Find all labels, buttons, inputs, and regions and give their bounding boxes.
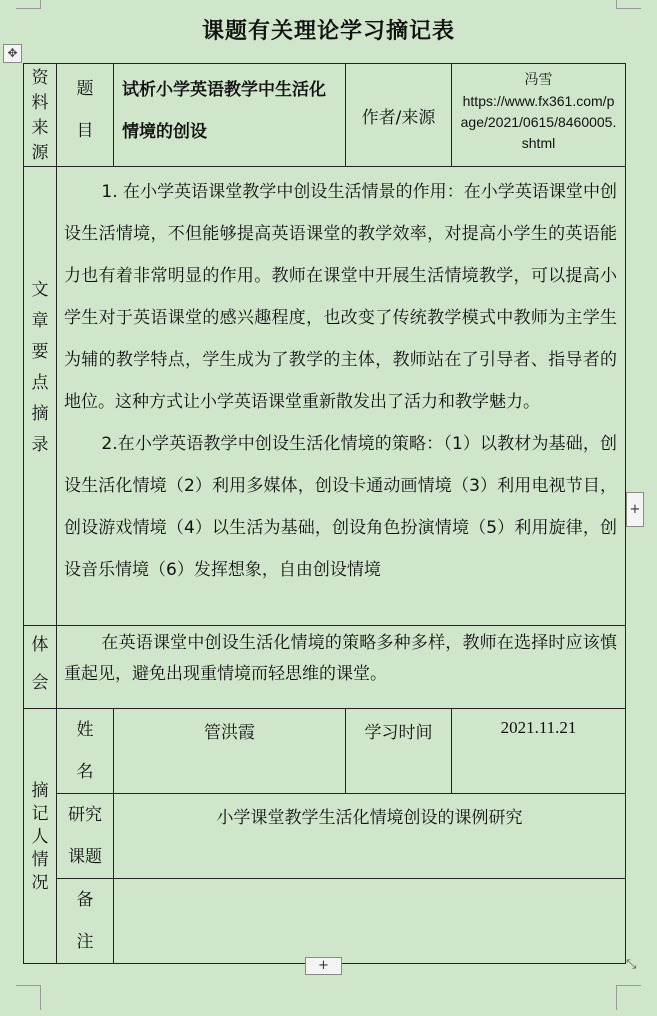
author-value[interactable] xyxy=(452,64,626,167)
summary-paragraph: 1. 在小学英语课堂教学中创设生活情景的作用：在小学英语课堂中创设生活情境，不但能够提高英语课堂的教学效率，对提高小学生的英语能力也有着非常明显的作用。教师在课堂中开展生活情境教学，可以提高小学生对于英语课堂的感兴趣程度，也改变了传统教学模式中教师为主学生为辅的教学特点，学生成为了教学的主体，教师站在了引导者、指导者的地位。这种方式让小学英语课堂重新散发出了活力和教学魅力。 xyxy=(64,182,617,412)
author-url-line: https://www.fx361.com/p xyxy=(462,93,615,109)
memo-table xyxy=(23,63,626,964)
source-label: 资 料 来 源 xyxy=(24,64,57,167)
table-resize-icon[interactable]: ⤡ xyxy=(626,957,637,972)
table-row xyxy=(24,794,626,879)
author-url-line: age/2021/0615/8460005. xyxy=(460,114,617,130)
table-row xyxy=(24,879,626,964)
page-corner-mark xyxy=(616,985,641,1010)
research-topic-label: 研究 课题 xyxy=(57,794,114,879)
author-url-line: shtml xyxy=(521,135,556,151)
page-corner-mark xyxy=(16,985,41,1010)
add-column-button[interactable]: + xyxy=(626,492,644,527)
table-row xyxy=(24,626,626,709)
author-label: 作者/来源 xyxy=(346,64,452,167)
notes-value[interactable] xyxy=(114,879,626,964)
summary-content[interactable] xyxy=(57,167,626,626)
name-label: 姓 名 xyxy=(57,709,114,794)
summary-label: 文 章 要 点 摘 录 xyxy=(24,167,57,626)
notes-label: 备 注 xyxy=(57,879,114,964)
document-title: 课题有关理论学习摘记表 xyxy=(201,19,455,44)
reflection-content[interactable] xyxy=(57,626,626,709)
study-time-label: 学习时间 xyxy=(346,709,452,794)
reflection-label: 体 会 xyxy=(24,626,57,709)
table-row xyxy=(24,64,626,167)
research-topic-value[interactable]: 小学课堂教学生活化情境创设的课例研究 xyxy=(114,794,626,879)
recorder-label: 摘 记 人 情 况 xyxy=(24,709,57,964)
table-row xyxy=(24,167,626,626)
study-time-value[interactable]: 2021.11.21 xyxy=(452,709,626,794)
summary-paragraph: 2.在小学英语教学中创设生活化情境的策略：（1）以教材为基础，创设生活化情境（2）利用多媒体，创设卡通动画情境（3）利用电视节目，创设游戏情境（4）以生活为基础，创设角色扮演情境（5）利用旋律，创设音乐情境（6）发挥想象，自由创设情境 xyxy=(64,434,617,580)
page-corner-mark xyxy=(616,0,641,9)
topic-value[interactable]: 试析小学英语教学中生活化情境的创设 xyxy=(114,64,346,167)
add-row-button[interactable]: + xyxy=(305,957,342,975)
page-corner-mark xyxy=(16,0,41,9)
topic-label: 题 目 xyxy=(57,64,114,167)
name-value[interactable]: 管洪霞 xyxy=(114,709,346,794)
reflection-text: 在英语课堂中创设生活化情境的策略多种多样，教师在选择时应该慎重起见，避免出现重情境而轻思维的课堂。 xyxy=(64,633,617,684)
table-row xyxy=(24,709,626,794)
author-name: 冯雪 xyxy=(524,72,553,88)
table-move-handle-icon[interactable]: ✥ xyxy=(3,44,22,63)
